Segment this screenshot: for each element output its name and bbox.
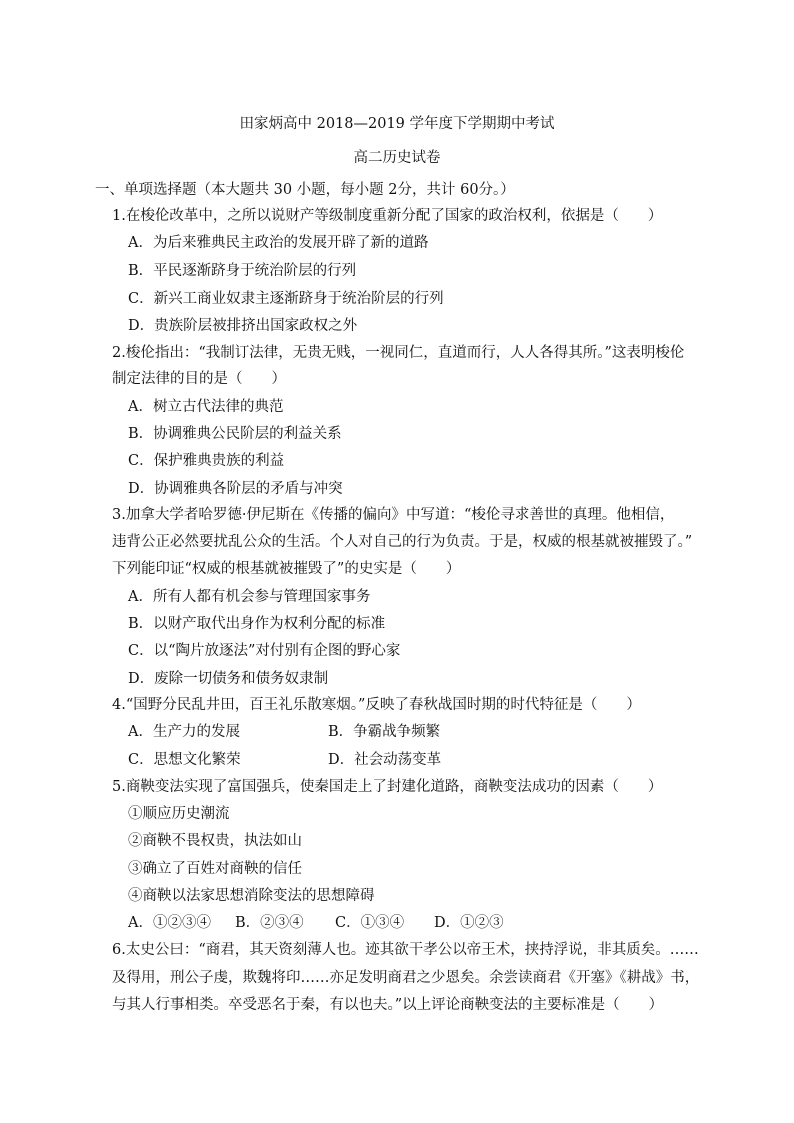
q4-option-a: A．生产力的发展 xyxy=(128,724,240,740)
section-heading: 一、单项选择题（本大题共 30 小题，每小题 2分，共计 60分。） xyxy=(95,182,515,198)
q6-stem-line1: 6.太史公曰：“商君，其天资刻薄人也。迹其欲干孝公以帝王术，挟持浮说，非其质矣。…… xyxy=(112,942,699,958)
q3-option-b: B．以财产取代出身作为权利分配的标准 xyxy=(128,616,386,632)
q2-option-d: D．协调雅典各阶层的矛盾与冲突 xyxy=(128,481,343,497)
q5-option-b: B．②③④ xyxy=(235,915,304,931)
q3-stem-line2: 违背公正必然要扰乱公众的生活。个人对自己的行为负责。于是，权威的根基就被摧毁了。” xyxy=(112,534,693,550)
q6-stem-line3: 与其人行事相类。卒受恶名于秦，有以也夫。”以上评论商鞅变法的主要标准是（ ） xyxy=(112,997,664,1013)
q5-option-d: D．①②③ xyxy=(434,915,504,931)
q3-option-c: C．以“陶片放逐法”对付别有企图的野心家 xyxy=(128,643,401,659)
q5-option-c: C．①③④ xyxy=(335,915,405,931)
q5-item-2: ②商鞅不畏权贵，执法如山 xyxy=(128,833,302,849)
q4-stem: 4.“国野分民乱井田，百王礼乐散寒烟。”反映了春秋战国时期的时代特征是（ ） xyxy=(112,697,641,713)
q2-option-c: C．保护雅典贵族的利益 xyxy=(128,453,285,469)
q4-option-b: B．争霸战争频繁 xyxy=(328,724,441,740)
q5-item-4: ④商鞅以法家思想消除变法的思想障碍 xyxy=(128,888,375,904)
q2-stem-line2: 制定法律的目的是（ ） xyxy=(112,371,286,387)
q1-option-d: D．贵族阶层被排挤出国家政权之外 xyxy=(128,318,358,334)
q3-stem-line1: 3.加拿大学者哈罗德·伊尼斯在《传播的偏向》中写道：“梭伦寻求善世的真理。他相信， xyxy=(112,507,675,523)
q3-option-d: D．废除一切债务和债务奴隶制 xyxy=(128,671,329,687)
q2-stem-line1: 2.梭伦指出：“我制订法律，无贵无贱，一视同仁，直道而行，人人各得其所。”这表明梭伦 xyxy=(112,345,685,361)
q1-option-b: B．平民逐渐跻身于统治阶层的行列 xyxy=(128,263,357,279)
exam-subtitle: 高二历史试卷 xyxy=(353,150,441,166)
q2-option-b: B．协调雅典公民阶层的利益关系 xyxy=(128,426,342,442)
q2-option-a: A．树立古代法律的典范 xyxy=(128,399,284,415)
q4-option-d: D．社会动荡变革 xyxy=(328,752,442,768)
exam-title: 田家炳高中 2018—2019 学年度下学期期中考试 xyxy=(239,116,555,132)
q3-option-a: A．所有人都有机会参与管理国家事务 xyxy=(128,589,371,605)
q1-option-c: C．新兴工商业奴隶主逐渐跻身于统治阶层的行列 xyxy=(128,291,444,307)
q5-item-1: ①顺应历史潮流 xyxy=(128,806,230,822)
q1-stem: 1.在梭伦改革中，之所以说财产等级制度重新分配了国家的政治权利，依据是（ ） xyxy=(112,208,663,224)
q5-stem: 5.商鞅变法实现了富国强兵，使秦国走上了封建化道路，商鞅变法成功的因素（ ） xyxy=(112,779,663,795)
q1-option-a: A．为后来雅典民主政治的发展开辟了新的道路 xyxy=(128,235,429,251)
q4-option-c: C．思想文化繁荣 xyxy=(128,752,241,768)
q5-option-a: A．①②③④ xyxy=(128,915,211,931)
q5-item-3: ③确立了百姓对商鞅的信任 xyxy=(128,861,302,877)
q3-stem-line3: 下列能印证“权威的根基就被摧毁了”的史实是（ ） xyxy=(112,561,461,577)
q6-stem-line2: 及得用，刑公子虔，欺魏将印……亦足发明商君之少恩矣。余尝读商君《开塞》《耕战》书， xyxy=(112,970,700,986)
